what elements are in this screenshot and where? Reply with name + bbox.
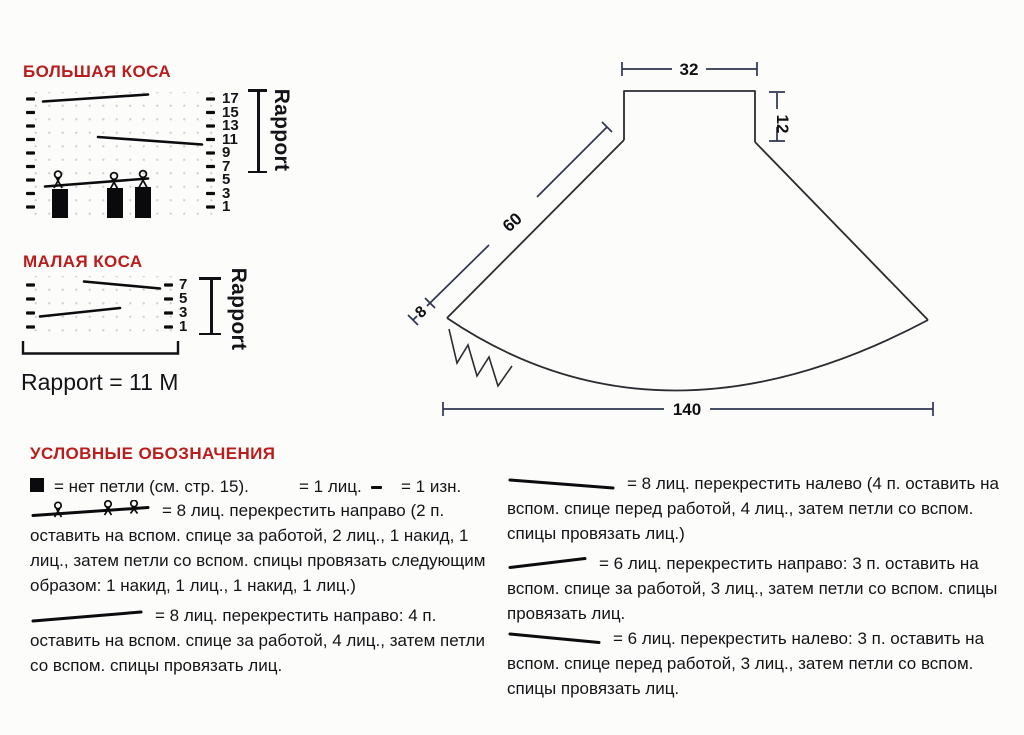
big-cable-row-number: 3 bbox=[222, 184, 231, 202]
dim-yoke-height-label: 12 bbox=[773, 114, 792, 134]
purl-dashes-left bbox=[26, 283, 35, 328]
big-cable-title: БОЛЬШАЯ КОСА bbox=[23, 62, 171, 81]
cable-cross-lines-icon bbox=[40, 282, 160, 317]
small-cable-row-number: 1 bbox=[179, 318, 188, 335]
big-cable-row-number: 11 bbox=[222, 130, 238, 148]
cable-8-right-icon bbox=[30, 605, 145, 625]
big-cable-row-number: 7 bbox=[222, 157, 231, 175]
small-cable-row-number: 5 bbox=[179, 290, 188, 307]
no-stitch-icon bbox=[30, 478, 44, 492]
purl-dashes-right bbox=[206, 97, 215, 208]
legend-title: УСЛОВНЫЕ ОБОЗНАЧЕНИЯ bbox=[30, 444, 276, 463]
legend-knit-text: = 1 лиц. bbox=[299, 477, 362, 496]
small-cable-title: МАЛАЯ КОСА bbox=[23, 252, 143, 271]
purl-dashes-right bbox=[164, 283, 173, 328]
legend-item bbox=[507, 626, 1010, 701]
legend-item bbox=[30, 498, 502, 598]
legend-purl-text: = 1 изн. bbox=[401, 477, 462, 496]
garment-outline bbox=[447, 91, 928, 391]
big-cable-rapport-label: Rapport bbox=[270, 88, 293, 172]
dim-top-width-label: 32 bbox=[679, 60, 699, 79]
schematic bbox=[380, 40, 1014, 435]
cable-cross-lines-icon bbox=[43, 95, 202, 187]
legend-item bbox=[30, 603, 502, 678]
legend-item bbox=[507, 551, 1010, 626]
legend-item-text: = 8 лиц. перекрестить направо (2 п. оставить на вспом. спице за работой, 2 лиц., 1 накид, 1 лиц., затем петли со вспом. спицы провязать следующим образом: 1 накид, 1 лиц., 1 накид, 1 лиц.) bbox=[30, 501, 486, 595]
no-stitch-blocks-icon bbox=[52, 187, 151, 218]
legend-item-text: = 6 лиц. перекрестить направо: 3 п. оставить на вспом. спице за работой, 3 лиц., затем петли со вспом. спицы провязать лиц. bbox=[507, 554, 998, 623]
dim-bottom-width-label: 140 bbox=[672, 400, 702, 419]
big-cable-row-number: 5 bbox=[222, 171, 231, 188]
legend-item bbox=[507, 471, 1010, 546]
rapport-width-bracket bbox=[23, 341, 178, 354]
dim-hem-height-label: 8 bbox=[412, 303, 431, 322]
big-cable-row-number: 13 bbox=[222, 117, 239, 134]
big-cable-row-number: 9 bbox=[222, 144, 231, 161]
cable-6-left-icon bbox=[507, 628, 603, 648]
legend-item-text: = 8 лиц. перекрестить налево (4 п. оставить на вспом. спице перед работой, 4 лиц., затем петли со вспом. спицы провязать лиц.) bbox=[507, 474, 999, 543]
legend-item-text: = 6 лиц. перекрестить налево: 3 п. оставить на вспом. спице перед работой, 3 лиц., затем петли со вспом. спицы провязать лиц. bbox=[507, 629, 985, 698]
big-cable-row-number: 17 bbox=[222, 90, 239, 107]
hem-teeth-icon bbox=[449, 329, 512, 386]
purl-stitch-icon bbox=[371, 486, 382, 489]
small-cable-rapport-label: Rapport bbox=[227, 267, 250, 351]
dim-side-length-label: 60 bbox=[498, 208, 526, 236]
cable-8-left-icon bbox=[507, 473, 617, 493]
small-cable-row-number: 3 bbox=[179, 304, 188, 321]
big-cable-row-number: 15 bbox=[222, 103, 239, 121]
rapport-note: Rapport = 11 M bbox=[21, 369, 179, 395]
big-cable-row-number: 1 bbox=[222, 198, 231, 215]
cable-8-right-yo-icon bbox=[30, 500, 152, 520]
cable-6-right-icon bbox=[507, 553, 589, 573]
legend-item-text: = 8 лиц. перекрестить направо: 4 п. оставить на вспом. спице за работой, 4 лиц., затем петли со вспом. спицы провязать лиц. bbox=[30, 606, 485, 675]
small-cable-chart bbox=[20, 268, 260, 368]
small-cable-row-number: 7 bbox=[179, 276, 188, 293]
purl-dashes-left bbox=[26, 97, 35, 208]
legend-no-stitch-text: = нет петли (см. стр. 15). bbox=[54, 477, 249, 496]
